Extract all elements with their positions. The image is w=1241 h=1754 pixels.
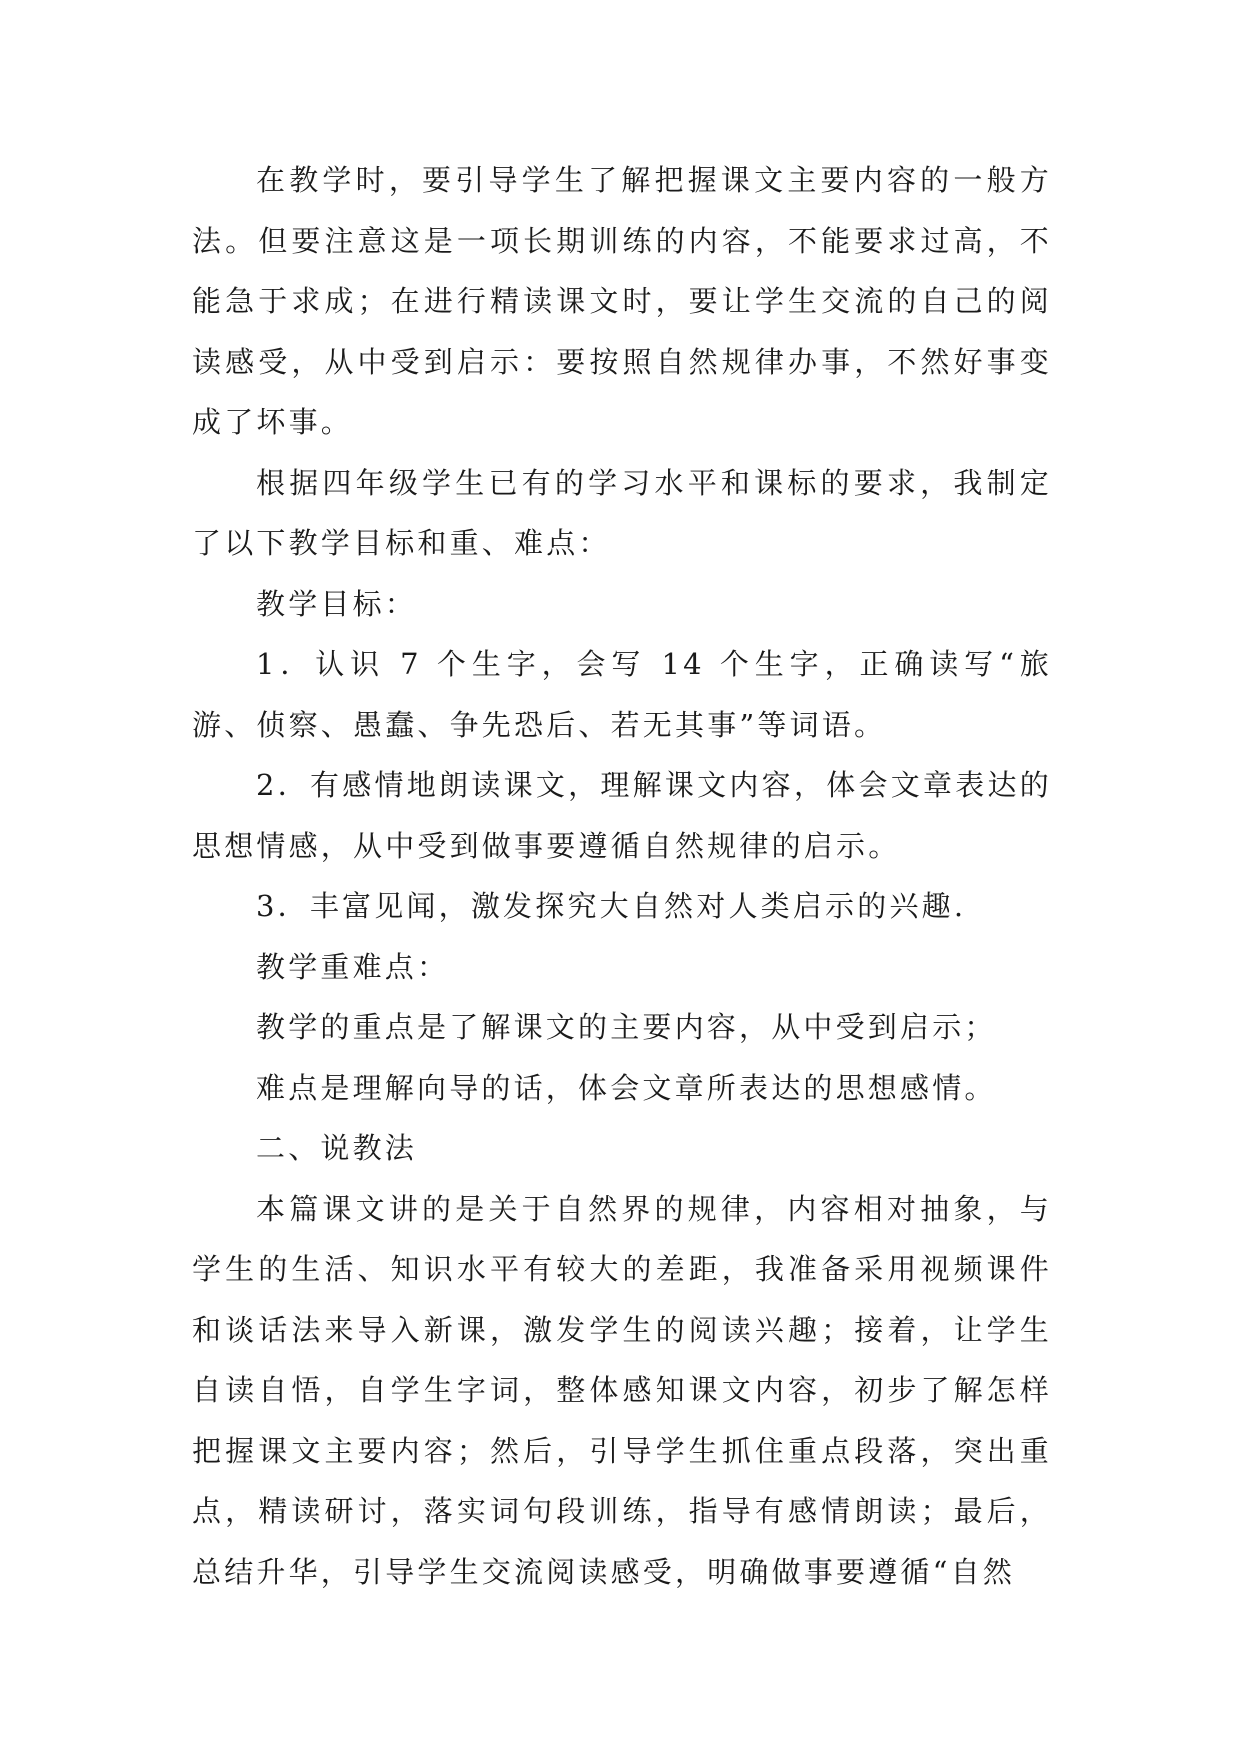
document-body bbox=[192, 150, 1052, 1602]
heading-key-difficulties: 教学重难点： bbox=[256, 949, 450, 984]
heading-teaching-methods: 二、说教法 bbox=[256, 1131, 418, 1165]
paragraph-key-point: 教学的重点是了解课文的主要内容，从中受到启示； bbox=[256, 1010, 997, 1044]
paragraph-goals-intro: 根据四年级学生已有的学习水平和课标的要求，我制定了以下教学目标和重、难点： bbox=[192, 465, 1052, 560]
goal-item-2: 2．有感情地朗读课文，理解课文内容，体会文章表达的思想情感，从中受到做事要遵循自然规律的启示。 bbox=[192, 768, 1052, 863]
heading-teaching-goals: 教学目标： bbox=[256, 586, 418, 621]
paragraph-difficulty: 难点是理解向导的话，体会文章所表达的思想感情。 bbox=[256, 1070, 997, 1105]
goal-item-3: 3．丰富见闻，激发探究大自然对人类启示的兴趣. bbox=[256, 889, 967, 923]
paragraph-teaching-method-guidance: 在教学时，要引导学生了解把握课文主要内容的一般方法。但要注意这是一项长期训练的内容，不能要求过高，不能急于求成；在进行精读课文时，要让学生交流的自己的阅读感受，从中受到启示：要按照自然规律办事，不然好事变成了坏事。 bbox=[192, 163, 1052, 439]
paragraph-teaching-methods-body: 本篇课文讲的是关于自然界的规律，内容相对抽象，与学生的生活、知识水平有较大的差距，我准备采用视频课件和谈话法来导入新课，激发学生的阅读兴趣；接着，让学生自读自悟，自学生字词，整体感知课文内容，初步了解怎样把握课文主要内容；然后，引导学生抓住重点段落，突出重点，精读研讨，落实词句段训练，指导有感情朗读；最后，总结升华，引导学生交流阅读感受，明确做事要遵循“自然 bbox=[192, 1191, 1052, 1589]
goal-item-1: 1．认识 7 个生字，会写 14 个生字，正确读写“旅游、侦察、愚蠢、争先恐后、若无其事”等词语。 bbox=[192, 647, 1052, 742]
